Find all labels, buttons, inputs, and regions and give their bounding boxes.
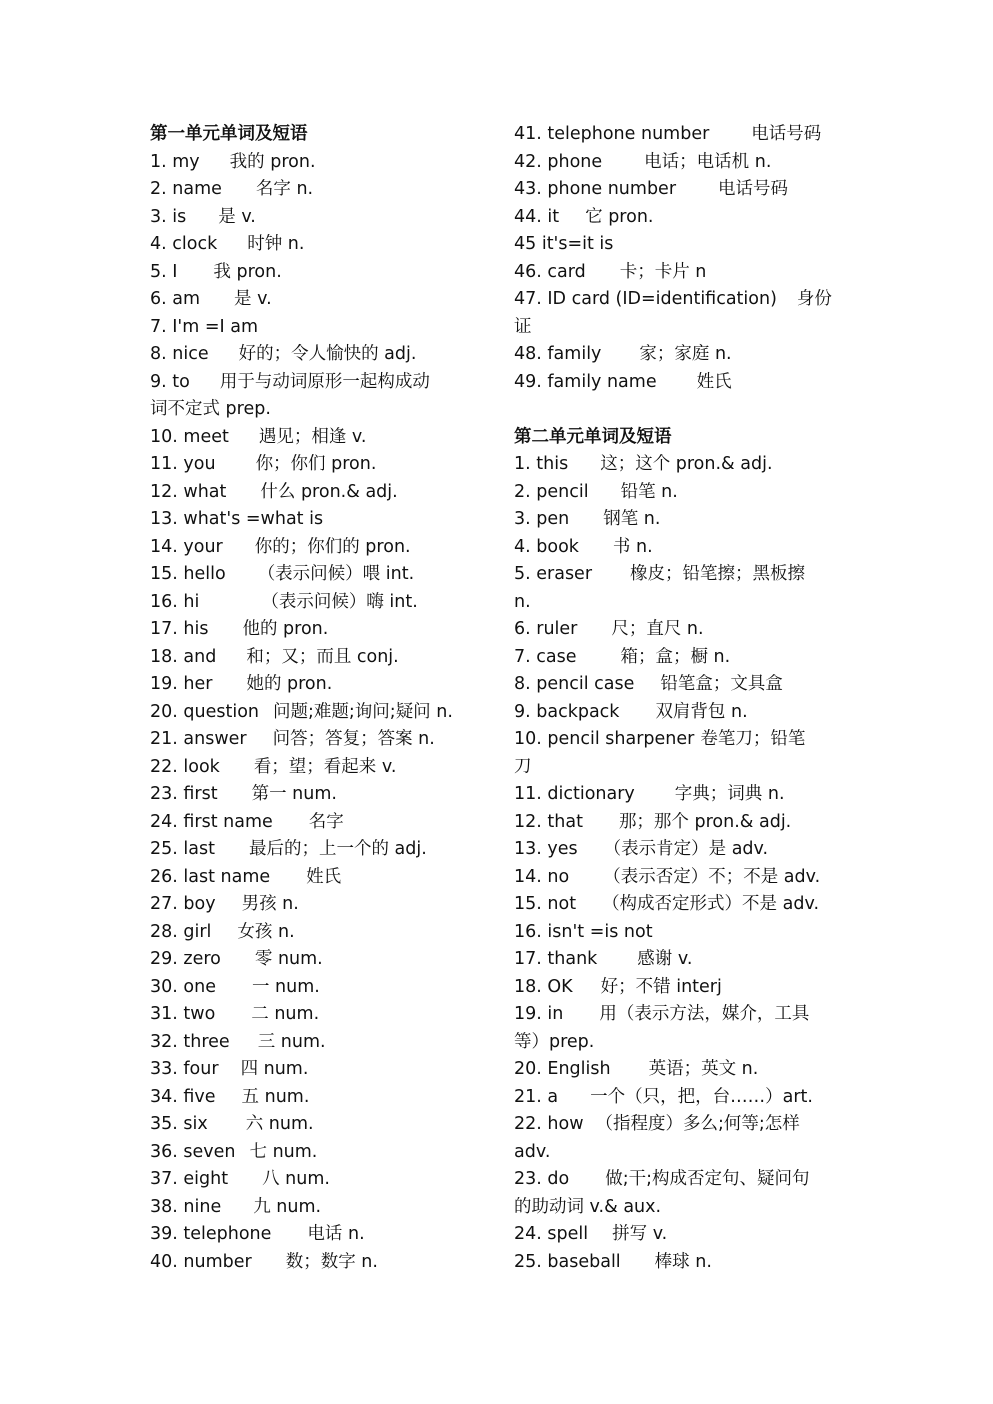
vocab-word: 25. baseball — [514, 1251, 621, 1272]
vocab-word: 21. a — [514, 1086, 559, 1107]
vocab-meaning: 我 pron. — [213, 261, 282, 282]
vocab-word: 16. hi — [150, 591, 200, 612]
vocab-meaning: 是 v. — [218, 206, 256, 227]
vocab-meaning: 她的 pron. — [246, 674, 333, 694]
vocab-meaning: 箱；盒；橱 n. — [620, 646, 731, 667]
vocab-meaning: 姓氏 — [696, 371, 732, 392]
section-spacer — [514, 396, 849, 424]
vocab-entry — [514, 809, 849, 837]
vocab-meaning: 钢笔 n. — [603, 509, 661, 529]
vocab-word: 13. what's =what is — [150, 509, 324, 529]
vocab-word: 21. answer — [150, 729, 247, 749]
vocab-meaning: 你的；你们的 pron. — [254, 536, 411, 557]
vocab-entry — [150, 589, 485, 617]
vocab-word: 9. backpack — [514, 701, 620, 722]
vocab-entry — [514, 369, 849, 397]
vocab-meaning: （表示问候）嗨 int. — [261, 591, 418, 612]
vocab-entry — [514, 864, 849, 892]
vocab-meaning: 卡；卡片 n — [619, 261, 707, 282]
vocab-entry — [150, 479, 485, 507]
vocab-meaning: 第一 num. — [251, 784, 337, 804]
vocab-entry — [150, 726, 485, 754]
vocab-meaning: 电话 n. — [307, 1224, 365, 1244]
vocab-meaning: 遇见；相逢 v. — [258, 426, 367, 447]
vocab-meaning: 男孩 n. — [241, 894, 299, 914]
vocab-word: 7. I'm =I am — [150, 316, 258, 337]
vocab-meaning: 七 num. — [249, 1141, 318, 1162]
vocab-meaning: 三 num. — [257, 1031, 326, 1052]
vocab-word: 29. zero — [150, 949, 221, 969]
vocab-word: 15. hello — [150, 564, 226, 584]
vocab-entry — [514, 1056, 849, 1084]
vocab-meaning: 好；不错 interj — [600, 976, 722, 997]
vocab-entry — [514, 1001, 849, 1056]
vocab-entry — [514, 726, 849, 781]
vocab-entry — [514, 1221, 849, 1249]
vocab-entry — [150, 1139, 485, 1167]
vocab-word: 47. ID card (ID=identification) — [514, 289, 777, 309]
vocab-word: 14. your — [150, 536, 223, 557]
vocab-word: 6. ruler — [514, 619, 578, 639]
vocab-word: 13. yes — [514, 839, 578, 859]
vocab-entry — [150, 1221, 485, 1249]
vocab-word: 32. three — [150, 1031, 230, 1052]
vocab-entry — [150, 204, 485, 232]
vocab-meaning: 双肩背包 n. — [655, 701, 748, 722]
vocab-word: 24. first name — [150, 811, 273, 832]
vocab-entry — [150, 534, 485, 562]
vocab-entry — [150, 1194, 485, 1222]
vocab-entry — [150, 946, 485, 974]
vocab-entry — [514, 204, 849, 232]
vocab-word: 20. question — [150, 701, 259, 722]
vocab-meaning: 电话号码 — [718, 179, 789, 199]
vocab-entry — [150, 149, 485, 177]
vocab-word: 4. clock — [150, 234, 218, 254]
vocab-meaning: 和；又；而且 conj. — [246, 646, 399, 667]
vocab-entry — [150, 671, 485, 699]
vocab-word: 5. eraser — [514, 564, 593, 584]
vocab-word: 17. thank — [514, 949, 598, 969]
vocab-meaning: 电话号码 — [751, 124, 822, 144]
vocab-meaning: 九 num. — [253, 1196, 322, 1217]
vocab-meaning: 感谢 v. — [637, 949, 693, 969]
vocab-entry — [514, 699, 849, 727]
vocab-entry — [150, 809, 485, 837]
vocab-entry — [514, 259, 849, 287]
vocab-meaning: 字典；词典 n. — [674, 784, 785, 804]
vocab-word: 17. his — [150, 619, 209, 639]
vocab-word: 35. six — [150, 1114, 208, 1134]
vocab-word: 33. four — [150, 1059, 219, 1079]
vocab-entry — [514, 341, 849, 369]
vocab-entry — [150, 1001, 485, 1029]
vocab-entry — [514, 534, 849, 562]
unit-2-heading: 第二单元单词及短语 — [514, 426, 672, 447]
vocab-word: 5. I — [150, 261, 178, 282]
vocab-word: 31. two — [150, 1004, 216, 1024]
unit-1-word-list — [150, 149, 485, 1277]
vocab-meaning-continued: n. — [514, 591, 531, 612]
vocab-word: 12. that — [514, 811, 583, 832]
vocab-entry — [514, 891, 849, 919]
vocab-word: 19. in — [514, 1004, 564, 1024]
vocab-meaning: 数；数字 n. — [285, 1251, 378, 1272]
vocab-meaning: 是 v. — [234, 289, 272, 309]
vocab-word: 18. OK — [514, 976, 573, 997]
vocab-entry — [514, 479, 849, 507]
vocab-entry — [150, 451, 485, 479]
vocab-entry — [514, 561, 849, 616]
vocab-word: 15. not — [514, 894, 577, 914]
vocab-meaning: 名字 n. — [255, 179, 314, 199]
vocab-meaning-continued: adv. — [514, 1141, 551, 1162]
vocab-entry — [150, 616, 485, 644]
vocab-meaning-continued: 刀 — [514, 756, 532, 777]
vocab-entry — [150, 974, 485, 1002]
vocab-meaning: 八 num. — [262, 1169, 330, 1189]
vocab-entry — [150, 314, 485, 342]
vocab-meaning-continued: 词不定式 prep. — [150, 399, 271, 419]
vocab-meaning: 我的 pron. — [229, 151, 316, 172]
vocab-word: 26. last name — [150, 866, 271, 887]
vocab-entry — [514, 176, 849, 204]
vocab-word: 24. spell — [514, 1224, 589, 1244]
vocab-entry — [150, 259, 485, 287]
vocab-entry — [514, 946, 849, 974]
vocab-word: 12. what — [150, 481, 227, 502]
vocab-word: 40. number — [150, 1251, 252, 1272]
vocab-word: 45 it's=it is — [514, 234, 614, 254]
vocab-word: 10. pencil sharpener — [514, 729, 695, 749]
vocab-meaning: （表示肯定）是 adv. — [603, 839, 769, 859]
vocab-entry — [150, 561, 485, 589]
vocab-entry — [514, 231, 849, 259]
vocab-entry — [514, 1084, 849, 1112]
vocab-word: 14. no — [514, 866, 570, 887]
vocab-meaning: 最后的；上一个的 adj. — [248, 839, 427, 859]
vocab-entry — [150, 1111, 485, 1139]
vocab-word: 25. last — [150, 839, 215, 859]
vocab-meaning: 这；这个 pron.& adj. — [600, 454, 773, 474]
vocab-meaning: 它 pron. — [585, 206, 654, 227]
vocab-word: 10. meet — [150, 426, 229, 447]
vocab-entry — [150, 699, 485, 727]
vocab-meaning: 好的；令人愉快的 adj. — [238, 344, 417, 364]
vocab-word: 11. you — [150, 454, 216, 474]
vocab-entry — [150, 836, 485, 864]
vocab-meaning: 尺；直尺 n. — [611, 619, 704, 639]
vocab-word: 1. my — [150, 151, 200, 172]
vocab-meaning: 四 num. — [240, 1059, 309, 1079]
vocab-entry — [514, 506, 849, 534]
vocab-meaning: 什么 pron.& adj. — [260, 481, 398, 502]
vocab-entry — [514, 1111, 849, 1166]
vocab-word: 39. telephone — [150, 1224, 272, 1244]
vocab-meaning: 名字 — [308, 811, 344, 832]
vocab-entry — [150, 644, 485, 672]
vocab-entry — [514, 671, 849, 699]
vocab-entry — [150, 231, 485, 259]
vocab-word: 8. pencil case — [514, 674, 635, 694]
vocab-word: 27. boy — [150, 894, 216, 914]
vocab-entry — [514, 616, 849, 644]
vocab-meaning: 女孩 n. — [237, 921, 295, 942]
vocab-word: 44. it — [514, 206, 560, 227]
vocab-meaning: （指程度）多么;何等;怎样 — [595, 1114, 800, 1134]
vocab-word: 22. look — [150, 756, 220, 777]
vocab-word: 4. book — [514, 536, 579, 557]
vocab-entry — [514, 836, 849, 864]
vocab-entry — [514, 974, 849, 1002]
unit-2-word-list — [514, 451, 849, 1276]
vocab-entry — [514, 1166, 849, 1221]
vocab-entry — [150, 1056, 485, 1084]
vocab-entry — [514, 919, 849, 947]
vocab-meaning: 用（表示方法，媒介，工具 — [599, 1004, 810, 1024]
vocab-word: 28. girl — [150, 921, 212, 942]
vocab-word: 23. do — [514, 1169, 570, 1189]
vocab-word: 7. case — [514, 646, 577, 667]
vocab-entry — [514, 1249, 849, 1277]
vocab-meaning: 零 num. — [254, 949, 323, 969]
vocab-meaning-continued: 等）prep. — [514, 1031, 595, 1052]
vocab-word: 3. pen — [514, 509, 570, 529]
vocab-meaning: 一 num. — [251, 976, 320, 997]
vocab-word: 46. card — [514, 261, 586, 282]
vocab-word: 18. and — [150, 646, 217, 667]
vocab-word: 2. name — [150, 179, 222, 199]
vocab-word: 49. family name — [514, 371, 657, 392]
vocab-word: 1. this — [514, 454, 569, 474]
vocab-entry — [150, 1166, 485, 1194]
vocab-meaning: 做;干;构成否定句、疑问句 — [605, 1169, 810, 1189]
vocab-word: 16. isn't =is not — [514, 921, 653, 942]
vocab-word: 20. English — [514, 1059, 611, 1079]
vocab-word: 41. telephone number — [514, 124, 710, 144]
vocab-entry — [150, 369, 485, 424]
vocab-entry — [514, 451, 849, 479]
vocab-entry — [150, 1029, 485, 1057]
vocab-meaning: 六 num. — [245, 1114, 314, 1134]
vocab-meaning: 时钟 n. — [247, 234, 305, 254]
vocab-word: 8. nice — [150, 344, 209, 364]
vocab-meaning: 卷笔刀；铅笔 — [700, 729, 806, 749]
vocab-meaning: 电话；电话机 n. — [644, 151, 772, 172]
vocab-word: 30. one — [150, 976, 216, 997]
vocab-word: 3. is — [150, 206, 187, 227]
vocab-entry — [150, 1084, 485, 1112]
vocab-meaning: 铅笔 n. — [620, 481, 678, 502]
vocab-entry — [150, 506, 485, 534]
vocab-word: 42. phone — [514, 151, 603, 172]
vocab-word: 9. to — [150, 371, 190, 392]
vocab-word: 37. eight — [150, 1169, 229, 1189]
vocab-entry — [150, 341, 485, 369]
vocab-entry — [150, 891, 485, 919]
vocab-meaning: 身份 — [796, 289, 832, 309]
vocab-meaning: 他的 pron. — [242, 619, 329, 639]
vocab-word: 23. first — [150, 784, 218, 804]
vocab-word: 34. five — [150, 1086, 216, 1107]
vocab-entry — [150, 424, 485, 452]
vocab-entry — [150, 864, 485, 892]
vocab-entry — [514, 781, 849, 809]
vocab-meaning: 英语；英文 n. — [648, 1059, 759, 1079]
vocab-meaning: 问题;难题;询问;疑问 n. — [273, 701, 453, 722]
vocab-entry — [514, 149, 849, 177]
vocab-meaning: 问答；答复；答案 n. — [272, 729, 435, 749]
vocab-word: 2. pencil — [514, 481, 589, 502]
vocab-meaning: 看；望；看起来 v. — [253, 756, 397, 777]
vocab-word: 36. seven — [150, 1141, 236, 1162]
vocab-entry — [150, 176, 485, 204]
unit-1-heading: 第一单元单词及短语 — [150, 124, 308, 144]
vocab-word: 48. family — [514, 344, 602, 364]
vocab-meaning: 五 num. — [241, 1086, 310, 1107]
vocab-meaning: 用于与动词原形一起构成动 — [219, 371, 430, 392]
vocab-meaning: （表示问候）喂 int. — [257, 564, 415, 584]
vocab-meaning: 你；你们 pron. — [255, 454, 377, 474]
vocab-meaning-continued: 证 — [514, 316, 532, 337]
vocab-meaning: 家；家庭 n. — [639, 344, 732, 364]
right-column — [514, 121, 849, 1276]
vocab-meaning: 书 n. — [612, 536, 653, 557]
vocab-meaning: 棒球 n. — [654, 1251, 712, 1272]
vocab-word: 19. her — [150, 674, 213, 694]
vocab-entry — [150, 286, 485, 314]
vocab-entry — [514, 286, 849, 341]
vocab-meaning: 姓氏 — [306, 866, 342, 887]
unit-1-word-list-continued — [514, 121, 849, 396]
vocab-word: 38. nine — [150, 1196, 222, 1217]
vocab-meaning: 一个（只，把，台……）art. — [590, 1086, 813, 1107]
vocab-entry — [150, 919, 485, 947]
vocab-word: 43. phone number — [514, 179, 677, 199]
vocab-entry — [150, 1249, 485, 1277]
vocab-meaning-continued: 的助动词 v.& aux. — [514, 1196, 662, 1217]
vocab-meaning: 二 num. — [251, 1004, 320, 1024]
vocab-entry — [514, 121, 849, 149]
vocab-meaning: 铅笔盒；文具盒 — [660, 674, 783, 694]
vocab-meaning: 拼写 v. — [612, 1224, 668, 1244]
vocab-entry — [150, 754, 485, 782]
vocab-meaning: 橡皮；铅笔擦；黑板擦 — [630, 564, 806, 584]
vocab-entry — [150, 781, 485, 809]
vocab-word: 11. dictionary — [514, 784, 635, 804]
vocab-word: 6. am — [150, 289, 201, 309]
vocab-entry — [514, 644, 849, 672]
vocab-meaning: 那；那个 pron.& adj. — [618, 811, 792, 832]
vocab-word: 22. how — [514, 1114, 584, 1134]
left-column — [150, 121, 485, 1276]
vocab-meaning: （表示否定）不；不是 adv. — [603, 866, 821, 887]
vocab-meaning: （构成否定形式）不是 adv. — [602, 894, 820, 914]
